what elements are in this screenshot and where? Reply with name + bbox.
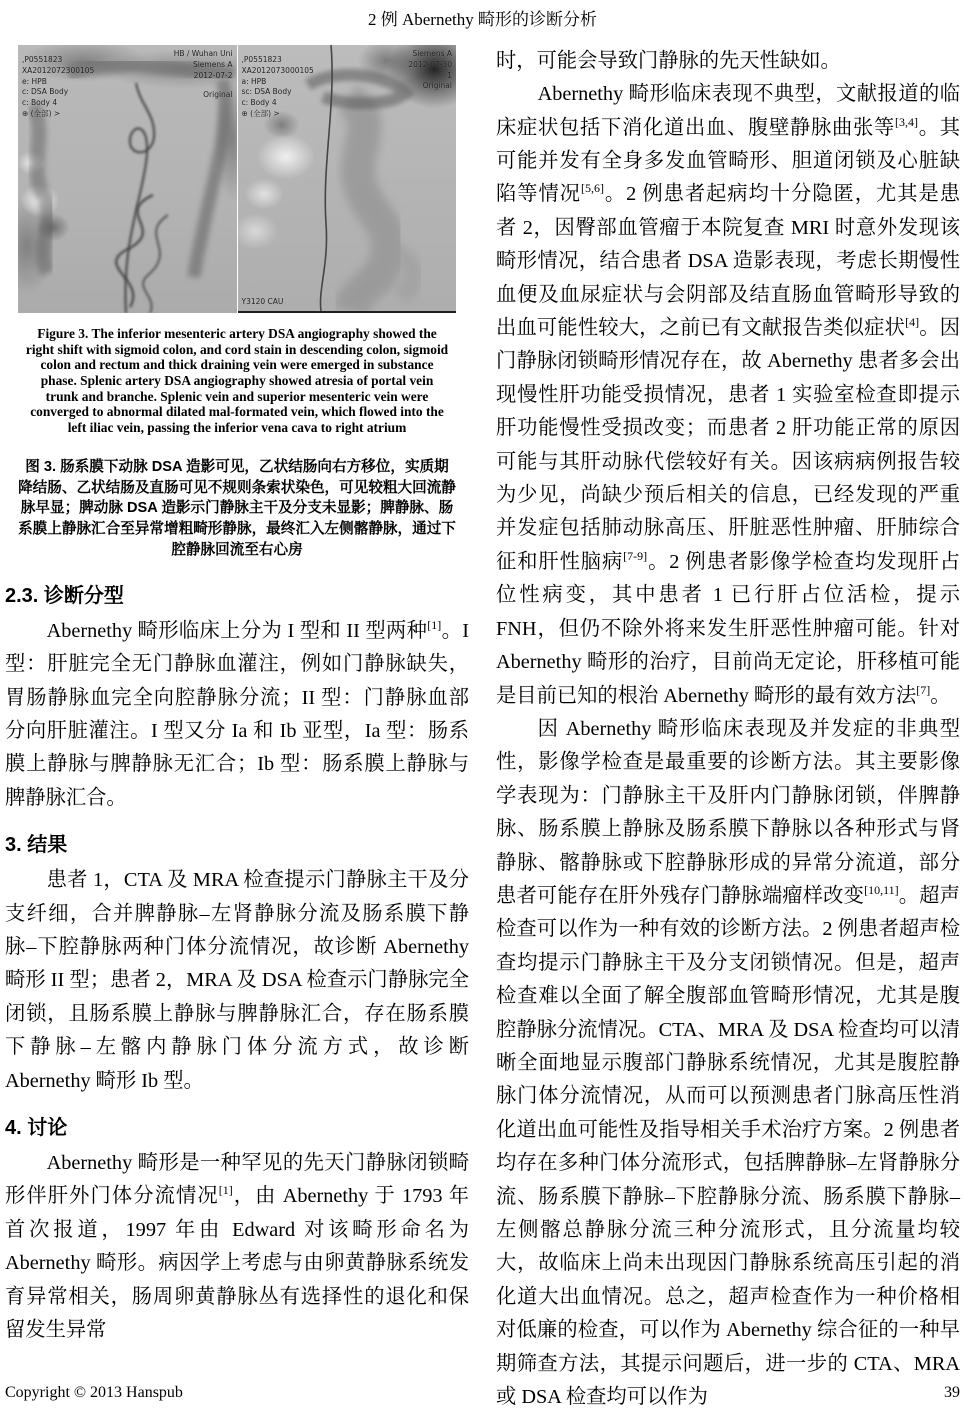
figure-3 <box>18 45 456 561</box>
section-4-paragraph: Abernethy 畸形是一种罕见的先天门静脉闭锁畸形伴肝外门体分流情况[1]，由 Abernethy 于 1793 年首次报道，1997 年由 Edward 对该畸形命名为 Abernethy 畸形。病因学上考虑与由卵黄静脉系统发育异常相关，肠周卵黄静脉丛有选择性的退化和保留发生异常 <box>5 1151 469 1342</box>
section-3-paragraph: 患者 1，CTA 及 MRA 检查提示门静脉主干及分支纤细，合并脾静脉–左肾静脉分流及肠系膜下静脉–下腔静脉两种门体分流情况，故诊断 Abernethy 畸形 II 型；患者 2，MRA 及 DSA 检查示门静脉完全闭锁，且肠系膜上静脉与脾静脉汇合，存在肠系膜下静脉–左髂内静脉门体分流方式，故诊断 Abernethy 畸形 Ib 型。 <box>5 869 469 1092</box>
dicom-overlay-top-left: ,P0551823 XA2012073000105 a: HPB sc: DSA Body c: Body 4 ⊕ (全部) > <box>241 54 314 119</box>
page-title: 2 例 Abernethy 畸形的诊断分析 <box>367 10 597 29</box>
dicom-overlay-top-left: ,P0551823 XA2012072300105 e: HPB c: DSA Body c: Body 4 ⊕ (全部) > <box>22 54 95 119</box>
dicom-overlay-top-right: Siemens A 2012-07-30 1 Original <box>408 48 452 91</box>
dsa-image-right <box>238 45 457 313</box>
continuation-paragraph: 时，可能会导致门静脉的先天性缺如。 <box>496 49 841 72</box>
left-column <box>5 45 469 1414</box>
dsa-image-pair <box>18 45 456 313</box>
right-column <box>496 45 960 1414</box>
section-heading-2-3: 2.3. 诊断分型 <box>5 584 124 607</box>
discussion-paragraph-2: 因 Abernethy 畸形临床表现及并发症的非典型性，影像学检查是最重要的诊断方法。其主要影像学表现为：门静脉主干及肝内门静脉闭锁，伴脾静脉、肠系膜上静脉及肠系膜下静脉以各种形式与肾静脉、髂静脉或下腔静脉形成的异常分流道，部分患者可能存在肝外残存门静脉端瘤样改变[10,11]。超声检查可以作为一种有效的诊断方法。2 例患者超声检查均提示门静脉主干及分支闭锁情况。但是，超声检查难以全面了解全腹部血管畸形情况，尤其是腹腔静脉分流情况。CTA、MRA 及 DSA 检查均可以清晰全面地显示腹部门静脉系统情况，尤其是腹腔静脉门体分流情况，从而可以预测患者门脉高压性消化道出血可能性及指导相关手术治疗方案。2 例患者均存在多种门体分流形式，包括脾静脉–左肾静脉分流、肠系膜下静脉–下腔静脉分流、肠系膜下静脉–左侧髂总静脉分流三种分流形式，且分流量均较大，故临床上尚未出现因门静脉系统高压引起的消化道大出血情况。总之，超声检查作为一种价格相对低廉的检查，可以作为 Abernethy 综合征的一种早期筛查方法，其提示问题后，进一步的 CTA、MRA 或 DSA 检查均可以作为 <box>496 717 960 1409</box>
section-2-3-paragraph: Abernethy 畸形临床上分为 I 型和 II 型两种[1]。I 型：肝脏完全无门静脉血灌注，例如门静脉缺失，胃肠静脉血完全向腔静脉分流；II 型：门静脉血部分向肝脏灌注。I 型又分 Ia 和 Ib 亚型，Ia 型：肠系膜上静脉与脾静脉无汇合；Ib 型：肠系膜上静脉与脾静脉汇合。 <box>5 617 469 809</box>
footer-copyright: Copyright © 2013 Hanspub <box>5 1384 183 1401</box>
footer-page-number: 39 <box>944 1384 960 1401</box>
dsa-image-left <box>18 45 237 313</box>
two-column-layout <box>5 45 960 1414</box>
page-footer <box>5 1384 960 1402</box>
section-heading-3: 3. 结果 <box>5 834 68 857</box>
section-heading-4: 4. 讨论 <box>5 1116 68 1139</box>
figure-caption-chinese: 图 3. 肠系膜下动脉 DSA 造影可见，乙状结肠向右方移位，实质期降结肠、乙状结肠及直肠可见不规则条索状染色，可见较粗大回流静脉早显；脾动脉 DSA 造影示门静脉主干及分支未显影；脾静脉、肠系膜上静脉汇合至异常增粗畸形静脉，最终汇入左侧髂静脉，通过下腔静脉回流至右心房 <box>18 458 456 558</box>
dicom-overlay-bottom-left: Y3120 CAU <box>241 296 284 306</box>
figure-caption-english: Figure 3. The inferior mesenteric artery DSA angiography showed the right shift with sigmoid colon, and cord stain in descending colon, sigmoid colon and rectum and thick draining vein were emerged in substance phase. Splenic artery DSA angiography showed atresia of portal vein trunk and branche. Splenic vein and superior mesenteric vein were converged to abnormal dilated mal-formated vein, which flowed into the left iliac vein, passing the inferior vena cava to right atrium <box>25 325 449 436</box>
dicom-overlay-top-right: HB / Wuhan Uni Siemens A 2012-07-2 Original <box>173 48 233 100</box>
discussion-paragraph-1: Abernethy 畸形临床表现不典型，文献报道的临床症状包括下消化道出血、腹壁静脉曲张等[3,4]。其可能并发有全身多发血管畸形、胆道闭锁及心脏缺陷等情况[5,6]。2 例患者起病均十分隐匿，尤其是患者 2，因臀部血管瘤于本院复查 MRI 时意外发现该畸形情况，结合患者 DSA 造影表现，考虑长期慢性血便及血尿症状与会阴部及结直肠血管畸形导致的出血可能性较大，之前已有文献报告类似症状[4]。因门静脉闭锁畸形情况存在，故 Abernethy 患者多会出现慢性肝功能受损情况，患者 1 实验室检查即提示肝功能慢性受损改变；而患者 2 肝功能正常的原因可能与其肝动脉代偿较好有关。因该病病例报告较为少见，尚缺少预后相关的信息，已经发现的严重并发症包括肺动脉高压、肝脏恶性肿瘤、肝肺综合征和肝性脑病[7-9]。2 例患者影像学检查均发现肝占位性病变，其中患者 1 已行肝占位活检，提示 FNH，但仍不除外将来发生肝恶性肿瘤可能。针对 Abernethy 畸形的治疗，目前尚无定论，肝移植可能是目前已知的根治 Abernethy 畸形的最有效方法[7]。 <box>496 83 960 707</box>
